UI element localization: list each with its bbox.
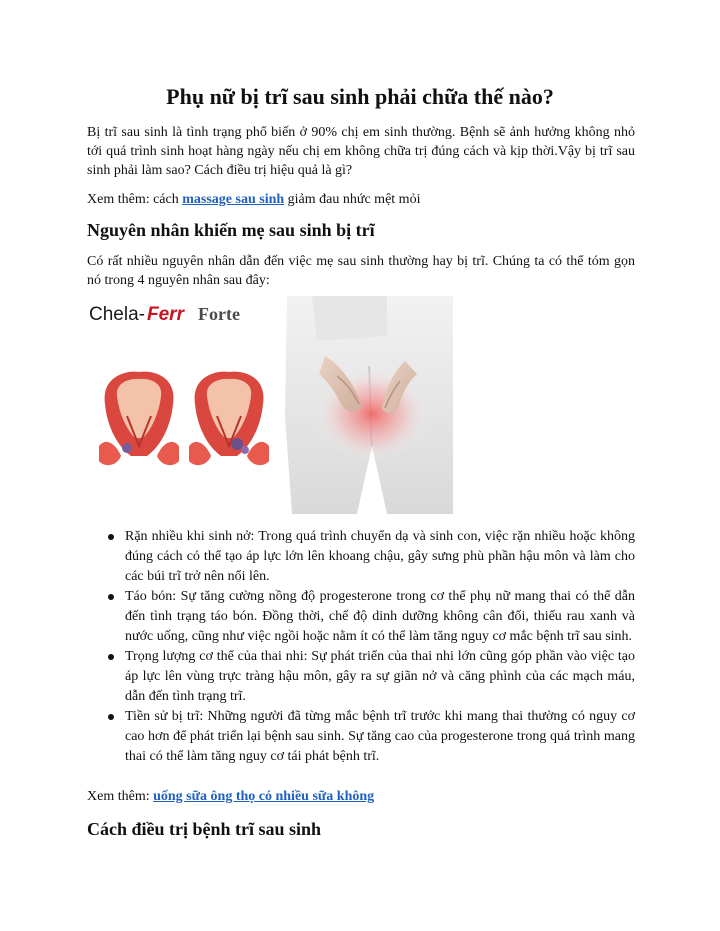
see-also-1-suffix: giảm đau nhức mệt mỏi bbox=[284, 192, 421, 207]
article-title: Phụ nữ bị trĩ sau sinh phải chữa thế nào? bbox=[166, 84, 554, 109]
massage-link[interactable]: massage sau sinh bbox=[182, 192, 285, 207]
bullet-icon bbox=[108, 534, 114, 540]
see-also-1 bbox=[87, 190, 635, 209]
svg-text:Ferr: Ferr bbox=[147, 304, 184, 325]
hemorrhoid-illustration bbox=[87, 296, 453, 514]
causes-list bbox=[108, 527, 635, 767]
see-also-1-prefix: Xem thêm: cách bbox=[87, 192, 183, 207]
svg-text:Chela-: Chela- bbox=[89, 304, 145, 325]
section-2-heading: Cách điều trị bệnh trĩ sau sinh bbox=[87, 819, 322, 839]
section-1-lead: Có rất nhiều nguyên nhân dẫn đến việc mẹ sau sinh thường hay bị trĩ. Chúng ta có thể tóm gọn nó trong 4 nguyên nhân sau đây: bbox=[87, 254, 635, 288]
list-item: Trọng lượng cơ thể của thai nhi: Sự phát triển của thai nhi lớn cũng góp phần vào việc tạo áp lực lên vùng trực tràng hậu môn, gây ra sự giãn nở và căng phình của các mạch máu, dẫn đến tình trạng trĩ. bbox=[108, 647, 635, 707]
brand-logo bbox=[89, 304, 240, 325]
see-also-2 bbox=[87, 787, 635, 806]
bullet-icon bbox=[108, 594, 114, 600]
intro-paragraph: Bị trĩ sau sinh là tình trạng phổ biến ở 90% chị em sinh thường. Bệnh sẽ ảnh hưởng không nhỏ tới quá trình sinh hoạt hàng ngày nếu chị em không chữa trị đúng cách và kịp thời.Vậy bị trĩ sau sinh phải làm sao? Cách điều trị hiệu quả là gì? bbox=[87, 125, 635, 178]
svg-text:Forte: Forte bbox=[198, 304, 240, 324]
bullet-icon bbox=[108, 654, 114, 660]
list-item: Táo bón: Sự tăng cường nồng độ progesterone trong cơ thể phụ nữ mang thai có thể dẫn đến tình trạng táo bón. Đồng thời, chế độ dinh dưỡng không cân đối, thiếu rau xanh và nước uống, cũng như việc ngồi hoặc nằm ít có thể làm tăng nguy cơ mắc bệnh trĩ sau sinh. bbox=[108, 587, 635, 647]
bullet-icon bbox=[108, 714, 114, 720]
section-1-heading: Nguyên nhân khiến mẹ sau sinh bị trĩ bbox=[87, 220, 375, 240]
see-also-2-prefix: Xem thêm: bbox=[87, 789, 154, 804]
milk-link[interactable]: uống sữa ông thọ có nhiều sữa không bbox=[153, 789, 375, 804]
list-item: Rặn nhiều khi sinh nở: Trong quá trình chuyển dạ và sinh con, việc rặn nhiều hoặc không đúng cách có thể tạo áp lực lớn lên khoang chậu, gây sưng phù phần hậu môn và làm cho các búi trĩ trở nên nổi lên. bbox=[108, 527, 635, 587]
anatomy-illustration-right bbox=[189, 372, 269, 465]
anatomy-illustration-left bbox=[99, 372, 179, 465]
list-item: Tiền sử bị trĩ: Những người đã từng mắc bệnh trĩ trước khi mang thai thường có nguy cơ cao hơn để phát triển lại bệnh sau sinh. Sự tăng cao của progesterone trong quá trình mang thai có thể làm tăng nguy cơ tái phát bệnh trĩ. bbox=[108, 707, 635, 767]
